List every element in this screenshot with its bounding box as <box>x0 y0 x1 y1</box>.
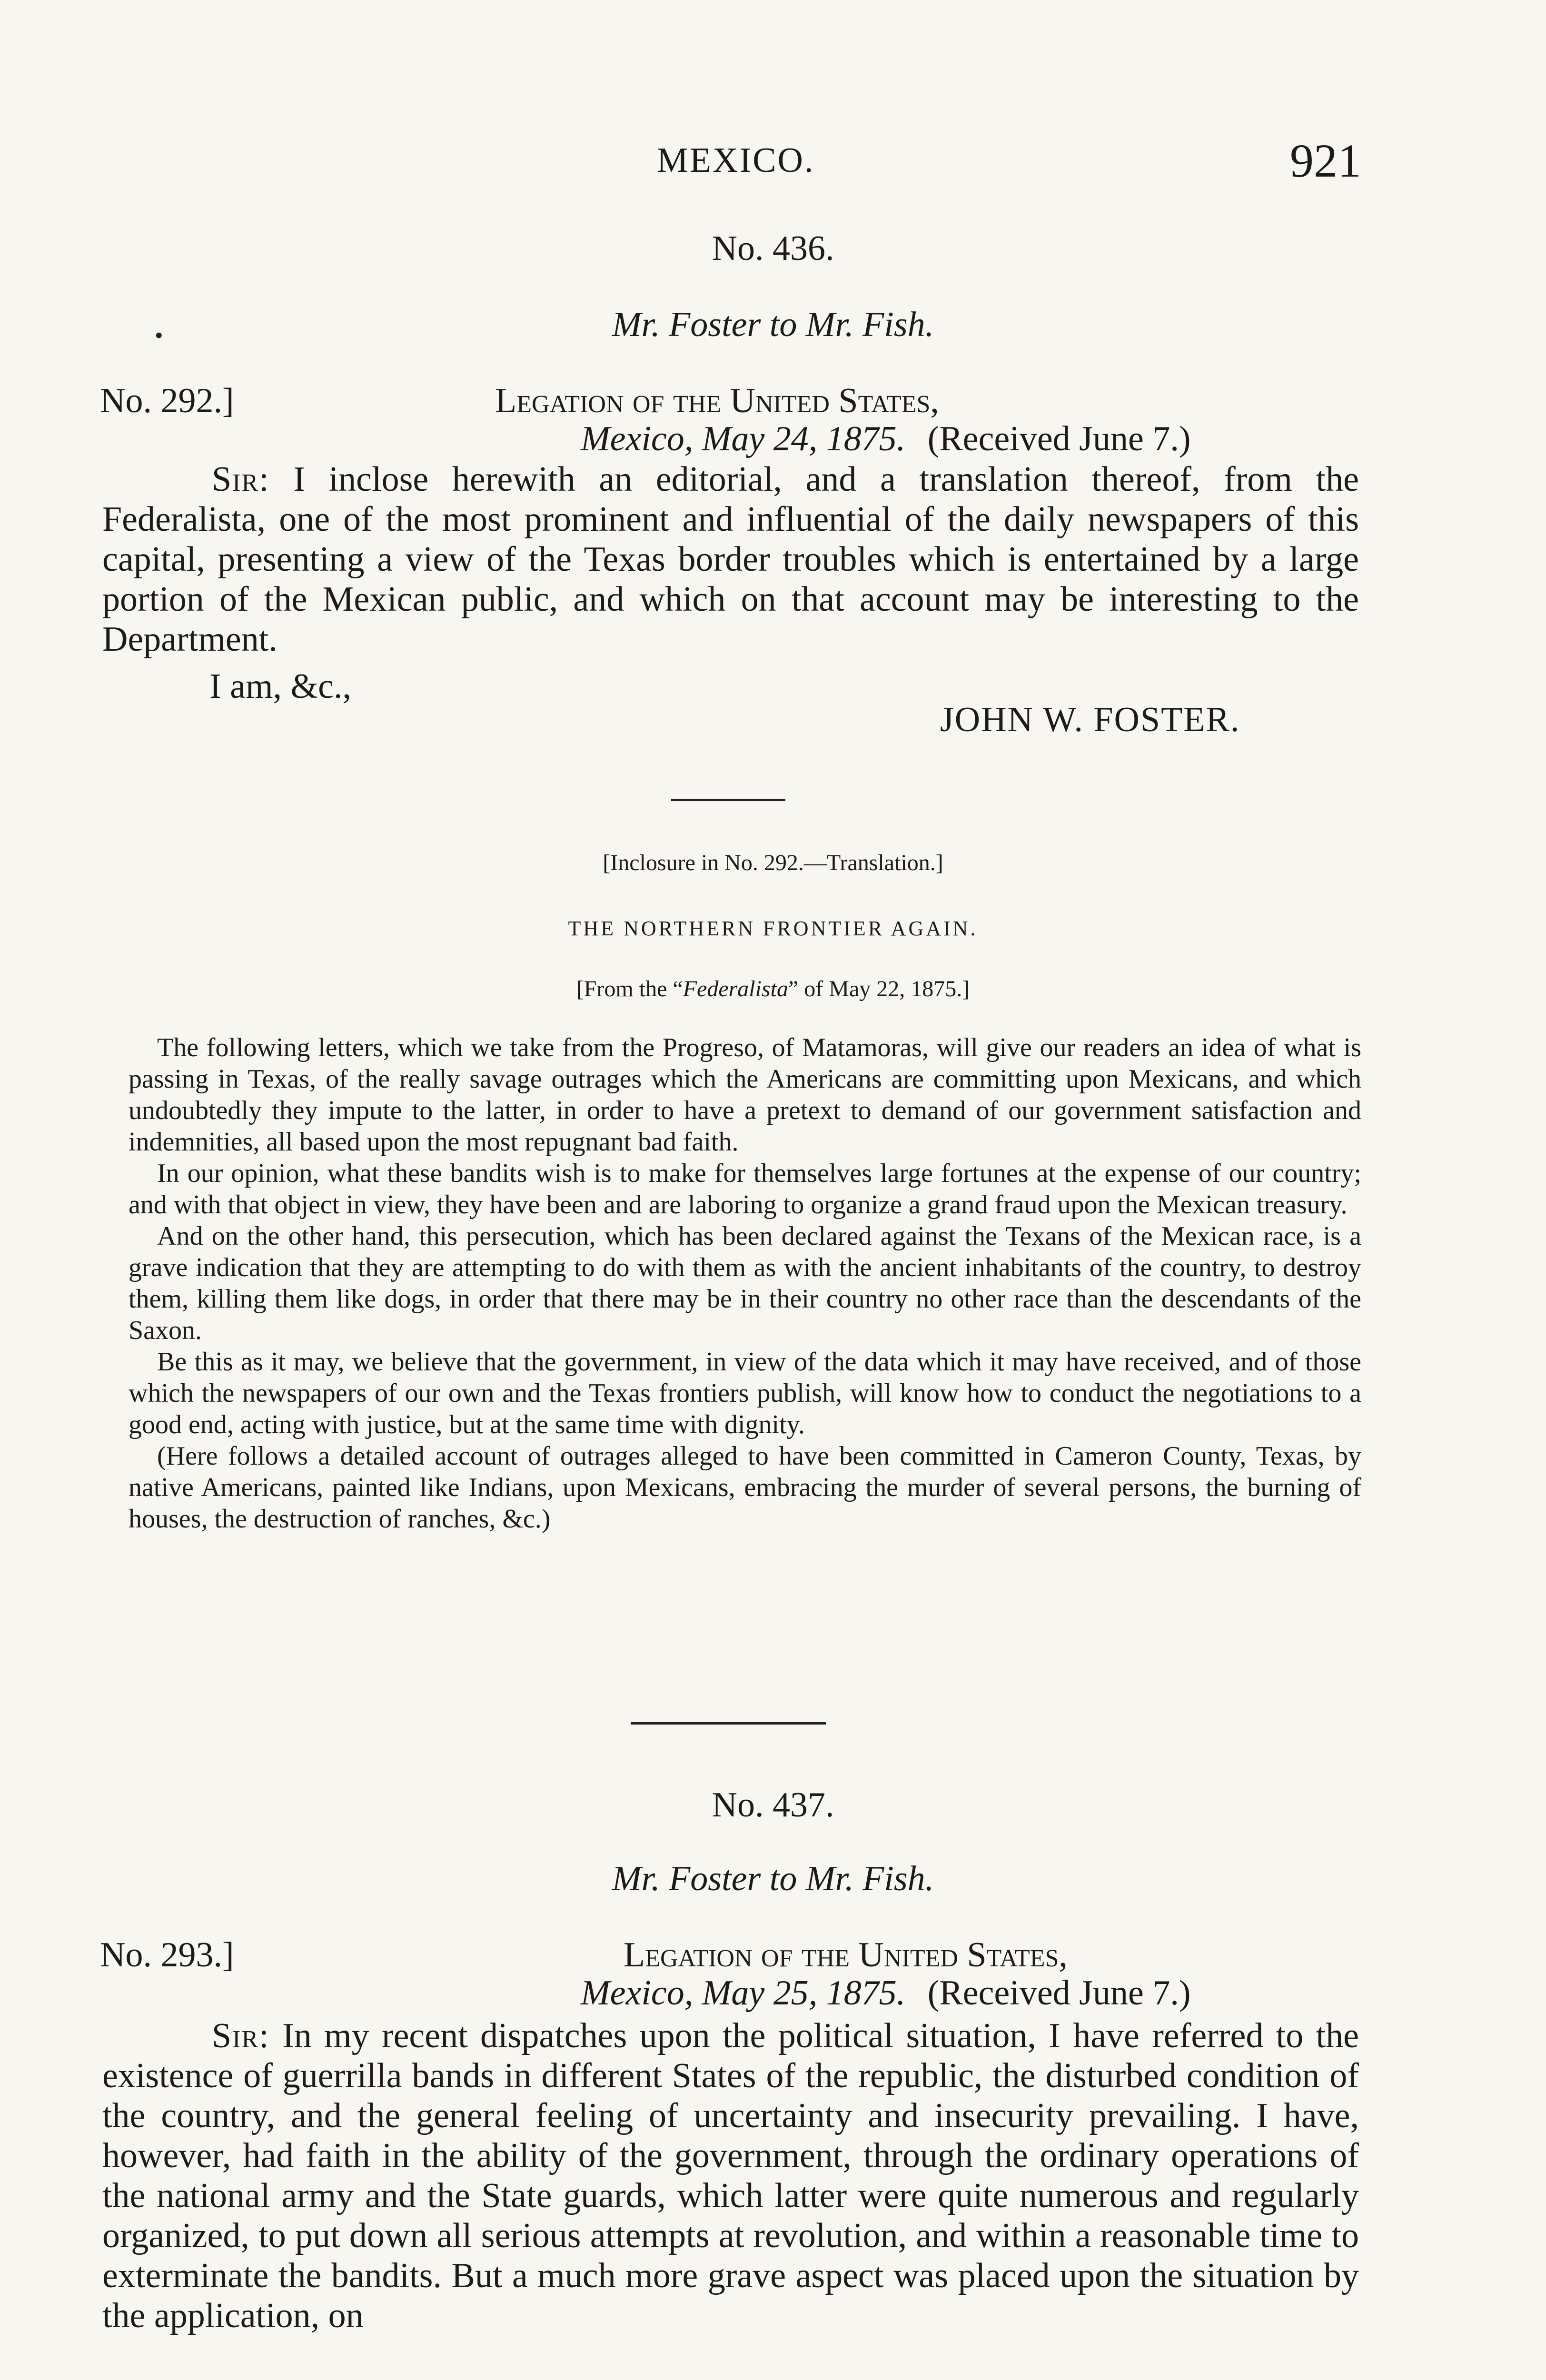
enclosure-paragraph: The following letters, which we take from the Progreso, of Matamoras, will give our readers an idea of what is passing in Texas, of the really savage outrages which the Americans are committing upon Mexicans, and which undoubtedly they impute to the latter, in order to have a pretext to demand of our government satisfaction and indemnities, all based upon the most repugnant bad faith. <box>129 1033 1361 1157</box>
date-line-437 <box>581 1973 1190 2013</box>
received-date: (Received June 7.) <box>927 419 1191 458</box>
letter-body-436 <box>102 459 1359 659</box>
date-line-436 <box>581 419 1190 459</box>
section-rule <box>671 799 785 801</box>
heading-436: Mr. Foster to Mr. Fish. <box>612 305 934 344</box>
enclosure-paragraph: (Here follows a detailed account of outrages alleged to have been committed in Cameron County, Texas, by native Americans, painted like Indians, upon Mexicans, embracing the murder of several persons, the burning of houses, the destruction of ranches, &c.) <box>129 1441 1361 1534</box>
letter-body-437 <box>102 2016 1359 2336</box>
document-number-436: No. 436. <box>712 229 834 268</box>
bullet-mark: • <box>155 322 163 348</box>
legation-line-437 <box>624 1935 1068 1975</box>
letter-text: I inclose herewith an editorial, and a translation thereof, from the Federalista, one of the most prominent and influential of the daily newspapers of this capital, presenting a view of the Texas border troubles which is entertained by a large portion of the Mexican public, and which on that account may be interesting to the Department. <box>102 460 1359 659</box>
enclosure-body <box>129 1032 1361 1535</box>
salutation: Sir: <box>212 2016 270 2055</box>
received-date: (Received June 7.) <box>927 1973 1191 2013</box>
source-paper: Federalista <box>683 976 788 1002</box>
source-prefix: [From the “ <box>576 976 683 1002</box>
section-rule <box>631 1722 826 1725</box>
legation-line-436 <box>495 381 939 421</box>
enclosure-paragraph: In our opinion, what these bandits wish is to make for themselves large fortunes at the expense of our country; and with that object in view, they have been and are laboring to organize a grand fraud upon the Mexican treasury. <box>129 1159 1361 1220</box>
salutation: Sir: <box>212 460 270 499</box>
legation-text: Legation of the United States, <box>624 1935 1068 1974</box>
closing-436: I am, &c., <box>209 667 351 706</box>
enclosure-paragraph: And on the other hand, this persecution, which has been declared against the Texans of the Mexican race, is a grave indication that they are attempting to do with them as with the ancient inhabitants of the country, to destroy them, killing them like dogs, in order that there may be in their country no other race than the descendants of the Saxon. <box>129 1221 1361 1345</box>
place-date: Mexico, May 24, 1875. <box>581 419 906 458</box>
dispatch-number-292: No. 292.] <box>100 381 234 420</box>
legation-text: Legation of the United States, <box>495 381 939 420</box>
page-number: 921 <box>1290 134 1361 187</box>
running-head: MEXICO. <box>657 141 815 180</box>
source-suffix: ” of May 22, 1875.] <box>788 976 970 1002</box>
heading-437: Mr. Foster to Mr. Fish. <box>612 1859 934 1898</box>
enclosure-title: THE NORTHERN FRONTIER AGAIN. <box>568 917 978 940</box>
document-number-437: No. 437. <box>712 1785 834 1825</box>
enclosure-source <box>0 976 1546 1002</box>
enclosure-caption: [Inclosure in No. 292.—Translation.] <box>603 850 943 875</box>
enclosure-paragraph: Be this as it may, we believe that the government, in view of the data which it may have received, and of those which the newspapers of our own and the Texas frontiers publish, will know how to conduct the negotiations to a good end, acting with justice, but at the same time with dignity. <box>129 1347 1361 1439</box>
dispatch-number-293: No. 293.] <box>100 1935 234 1974</box>
letter-text: In my recent dispatches upon the political situation, I have referred to the existence of guerrilla bands in different States of the republic, the disturbed condition of the country, and the general feeling of uncertainty and insecurity prevailing. I have, however, had faith in the ability of the government, through the ordinary operations of the national army and the State guards, which latter were quite numerous and regularly organized, to put down all serious attempts at revolution, and within a reasonable time to exterminate the bandits. But a much more grave aspect was placed upon the situation by the application, on <box>102 2016 1359 2335</box>
place-date: Mexico, May 25, 1875. <box>581 1973 906 2013</box>
signature-436: JOHN W. FOSTER. <box>940 700 1240 739</box>
